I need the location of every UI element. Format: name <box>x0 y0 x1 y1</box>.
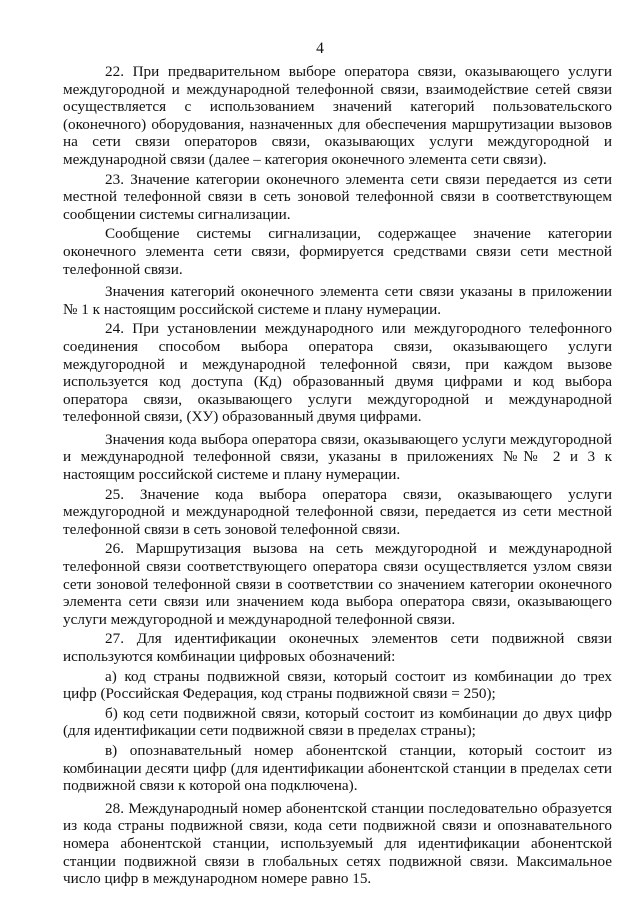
page-number: 4 <box>316 40 324 57</box>
list-item-c: в) опознавательный номер абонентской станции, который состоит из комбинации десяти цифр (для идентификации абонентской станции в пределах сети подвижной связи к которой она подключена). <box>63 741 612 795</box>
paragraph-26: 26. Маршрутизация вызова на сеть междугородной и международной телефонной связи соответствующего оператора связи осуществляется узлом связи сети зоновой телефонной связи в соответствии со значением категории оконечного элемента сети связи или значением кода выбора оператора связи, оказывающего услуги междугородной и международной телефонной связи. <box>63 540 612 628</box>
paragraph-27: 27. Для идентификации оконечных элементов сети подвижной связи используются комбинации цифровых обозначений: <box>63 630 612 665</box>
paragraph-23: 23. Значение категории оконечного элемента сети связи передается из сети местной телефонной связи в сеть зоновой телефонной связи в соответствующем сообщении системы сигнализации. <box>63 170 612 223</box>
paragraph-25: 25. Значение кода выбора оператора связи, оказывающего услуги междугородной и международной телефонной связи, передается из сети местной телефонной связи в сеть зоновой телефонной связи. <box>63 485 612 538</box>
list-item-a: а) код страны подвижной связи, который состоит из комбинации до трех цифр (Российская Федерация, код страны подвижной связи = 250); <box>63 667 612 703</box>
paragraph-23-category-values: Значения категорий оконечного элемента сети связи указаны в приложении № 1 к настоящим российской системе и плану нумерации. <box>63 283 612 318</box>
paragraph-23-signaling-message: Сообщение системы сигнализации, содержащее значение категории оконечного элемента сети связи, формируется средствами связи сети местной телефонной связи. <box>63 225 612 278</box>
list-item-b: б) код сети подвижной связи, который состоит из комбинации до двух цифр (для идентификации сети подвижной связи в пределах страны); <box>63 704 612 740</box>
paragraph-28: 28. Международный номер абонентской станции последовательно образуется из кода страны подвижной связи, кода сети подвижной связи и опознавательного номера абонентской станции, используемый для идентификации абонентской станции подвижной связи в глобальных сетях подвижной связи. Максимальное число цифр в международном номере равно 15. <box>63 799 612 888</box>
paragraph-24-operator-code-values: Значения кода выбора оператора связи, оказывающего услуги междугородной и международной телефонной связи, указаны в приложениях №№ 2 и 3 к настоящим российской системе и плану нумерации. <box>63 430 612 484</box>
paragraph-22: 22. При предварительном выборе оператора связи, оказывающего услуги междугородной и международной телефонной связи, взаимодействие сетей связи осуществляется с использованием значений категорий пользовательского (оконечного) оборудования, назначенных для обеспечения маршрутизации вызовов на сети связи операторов связи, оказывающих услуги междугородной и международной связи (далее – категория оконечного элемента сети связи). <box>63 63 612 168</box>
paragraph-24: 24. При установлении международного или междугородного телефонного соединения способом выбора оператора связи, оказывающего услуги междугородной и международной телефонной связи, при каждом вызове используется код доступа (Кд) образованный двумя цифрами и код выбора оператора связи, оказывающего услуги междугородной и международной телефонной связи, (ХУ) образованный двумя цифрами. <box>63 320 612 426</box>
document-body <box>63 63 612 890</box>
